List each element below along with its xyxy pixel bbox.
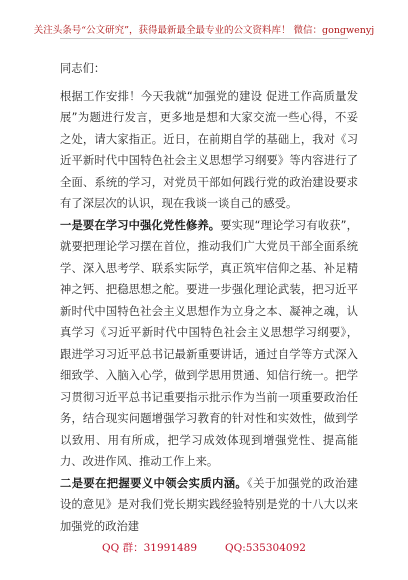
header-banner: 关注头条号“公文研究”，获得最新最全最专业的公文资料库！ 微信：gongwenyj	[33, 25, 375, 36]
intro-paragraph: 根据工作安排！今天我就“加强党的建设 促进工作高质量发展”为题进行发言，更多地是想和大家交流一些心得，不妥之处，请大家指正。近日，在前期自学的基础上，我对《习近平新时代中国特色社会主义思想学习纲要》等内容进行了全面、系统的学习，对党员干部如何践行党的政治建设要求有了深层次的认识，现在我谈一谈自己的感受。	[60, 89, 358, 210]
header-divider	[60, 38, 348, 39]
footer-contact	[0, 540, 408, 555]
footer-qq: QQ:535304092	[225, 542, 306, 554]
point-two-paragraph	[60, 473, 358, 538]
point-one-body: 要实现“理论学习有收获”，就要把理论学习摆在首位，推动我们广大党员干部全面系统学、深入思考学、联系实际学，真正筑牢信仰之基、补足精神之钙、把稳思想之舵。要进一步强化理论武装，把习近平新时代中国特色社会主义思想作为立身之本、凝神之魂，认真学习《习近平新时代中国特色社会主义思想学习纲要》，跟进学习习近平总书记最新重要讲话，通过自学等方式深入细致学、入脑入心学，做到学思用贯通、知信行统一。把学习贯彻习近平总书记重要指示批示作为当前一项重要政治任务，结合现实问题增强学习教育的针对性和实效性，做到学以致用、用有所成，把学习成效体现到增强党性、提高能力、改进作风、推动工作上来。	[60, 218, 358, 468]
point-one-heading: 一是要在学习中强化党性修养。	[60, 218, 221, 232]
point-two-body: 《关于加强党的政治建设的意见》是对我们党长期实践经验特别是党的十八大以来加强党的政治建	[60, 476, 358, 533]
greeting: 同志们：	[60, 62, 106, 75]
document-body	[60, 58, 358, 537]
point-one-paragraph	[60, 215, 358, 473]
footer-qq-group: QQ 群：31991489	[102, 542, 198, 554]
point-two-heading: 二是要在把握要义中领会实质内涵。	[60, 476, 248, 490]
